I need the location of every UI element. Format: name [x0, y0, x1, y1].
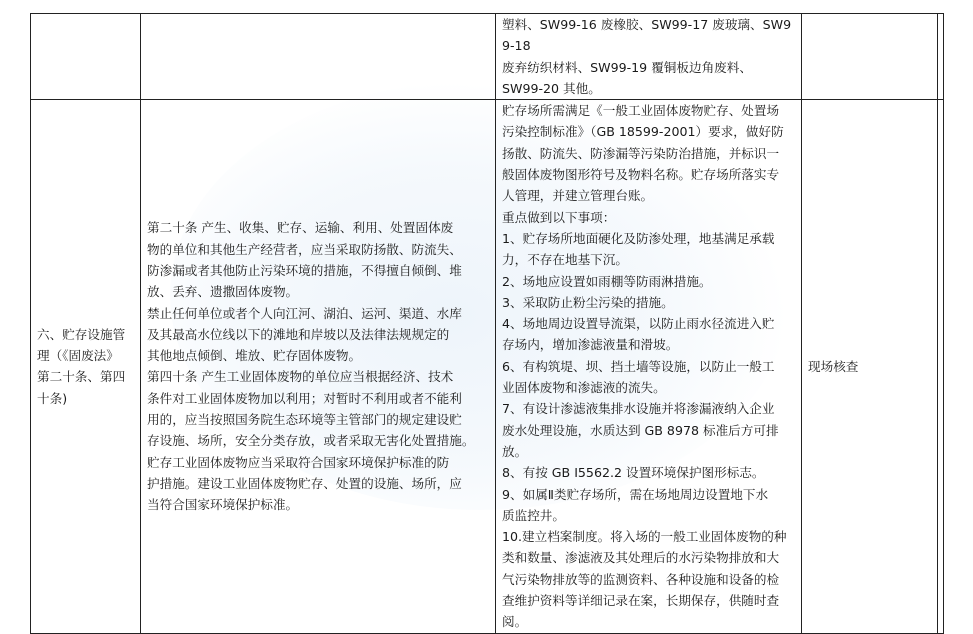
extra-cell-empty: [938, 14, 944, 100]
item-title: [31, 324, 140, 409]
text-line: 贮存工业固体废物应当采取符合国家环境保护标准的防: [147, 454, 450, 470]
text-line: 第四十条 产生工业固体废物的单位应当根据经济、技术: [147, 369, 454, 385]
item-cell: [31, 100, 141, 633]
text-line: 物的单位和其他生产经营者，应当采取防扬散、防流失、: [147, 241, 462, 257]
requirement-text: [496, 100, 801, 632]
law-cell: [141, 100, 496, 633]
text-line: 用的，应当按照国务院生态环境等主管部门的规定建设贮: [147, 411, 462, 427]
method-cell: [802, 100, 938, 633]
requirement-text: [496, 14, 801, 99]
text-line: 般固体废物图形符号及物料名称。贮存场所落实专: [502, 167, 780, 183]
law-cell-empty: [141, 14, 496, 100]
item-cell-empty: [31, 14, 141, 100]
text-line: 8、有按 GB I5562.2 设置环境保护图形标志。: [502, 465, 765, 481]
text-line: 存场内，增加渗滤液量和滑坡。: [502, 337, 679, 353]
text-line: 及其最高水位线以下的滩地和岸坡以及法律法规规定的: [147, 326, 450, 342]
text-line: 第二十条、第四: [37, 369, 126, 385]
requirement-cell: [496, 100, 802, 633]
method-cell-empty: [802, 14, 938, 100]
text-line: 扬散、防流失、防渗漏等污染防治措施，并标识一: [502, 145, 780, 161]
text-line: 废弃纺织材料、SW99-19 覆铜板边角废料、: [502, 59, 752, 75]
check-method: 现场核查: [808, 358, 859, 374]
text-line: 塑料、SW99-16 废橡胶、SW99-17 废玻璃、SW99-18: [502, 17, 792, 54]
text-line: 废水处理设施，水质达到 GB 8978 标准后方可排: [502, 422, 779, 438]
law-text: [141, 217, 495, 515]
extra-cell-empty: [938, 100, 944, 633]
text-line: 第二十条 产生、收集、贮存、运输、利用、处置固体废: [147, 220, 454, 236]
text-line: 人管理，并建立管理台账。: [502, 188, 654, 204]
text-line: 护措施。建设工业固体废物贮存、处置的设施、场所，应: [147, 475, 462, 491]
text-line: 放。: [502, 443, 528, 459]
requirement-cell: [496, 14, 802, 100]
text-line: 十条): [37, 390, 68, 406]
text-line: 3、采取防止粉尘污染的措施。: [502, 294, 674, 310]
text-line: 当符合国家环境保护标准。: [147, 497, 299, 513]
regulation-table: [30, 13, 944, 634]
text-line: 存设施、场所，安全分类存放，或者采取无害化处置措施。: [147, 433, 475, 449]
text-line: 重点做到以下事项：: [502, 209, 616, 225]
text-line: 防渗漏或者其他防止污染环境的措施，不得擅自倾倒、堆: [147, 262, 462, 278]
text-line: 质监控井。: [502, 507, 565, 523]
text-line: 9、如属Ⅱ类贮存场所，需在场地周边设置地下水: [502, 486, 769, 502]
text-line: 六、贮存设施管: [37, 326, 126, 342]
text-line: 阅。: [502, 614, 528, 630]
text-line: 业固体废物和渗滤液的流失。: [502, 380, 666, 396]
text-line: 理（《固废法》: [37, 348, 119, 364]
text-line: 查维护资料等详细记录在案，长期保存，供随时查: [502, 593, 780, 609]
text-line: 气污染物排放等的监测资料、各种设施和设备的检: [502, 571, 780, 587]
text-line: 4、场地周边设置导流渠，以防止雨水径流进入贮: [502, 316, 775, 332]
text-line: 6、有构筑堤、坝、挡土墙等设施，以防止一般工: [502, 358, 775, 374]
text-line: 力，不存在地基下沉。: [502, 252, 628, 268]
text-line: 放、丢弃、遗撒固体废物。: [147, 284, 299, 300]
text-line: 污染控制标准》（GB 18599-2001）要求，做好防: [502, 124, 784, 140]
text-line: 禁止任何单位或者个人向江河、湖泊、运河、渠道、水库: [147, 305, 462, 321]
text-line: 条件对工业固体废物加以利用；对暂时不利用或者不能利: [147, 390, 462, 406]
text-line: 10.建立档案制度。将入场的一般工业固体废物的种: [502, 529, 787, 545]
text-line: 7、有设计渗滤液集排水设施并将渗漏液纳入企业: [502, 401, 775, 417]
text-line: 2、场地应设置如雨棚等防雨淋措施。: [502, 273, 712, 289]
text-line: 1、贮存场所地面硬化及防渗处理，地基满足承载: [502, 230, 775, 246]
table-row: [31, 100, 944, 633]
text-line: SW99-20 其他。: [502, 80, 601, 96]
text-line: 其他地点倾倒、堆放、贮存固体废物。: [147, 348, 362, 364]
table-row: [31, 14, 944, 100]
text-line: 贮存场所需满足《一般工业固体废物贮存、处置场: [502, 103, 780, 119]
text-line: 类和数量、渗滤液及其处理后的水污染物排放和大: [502, 550, 780, 566]
